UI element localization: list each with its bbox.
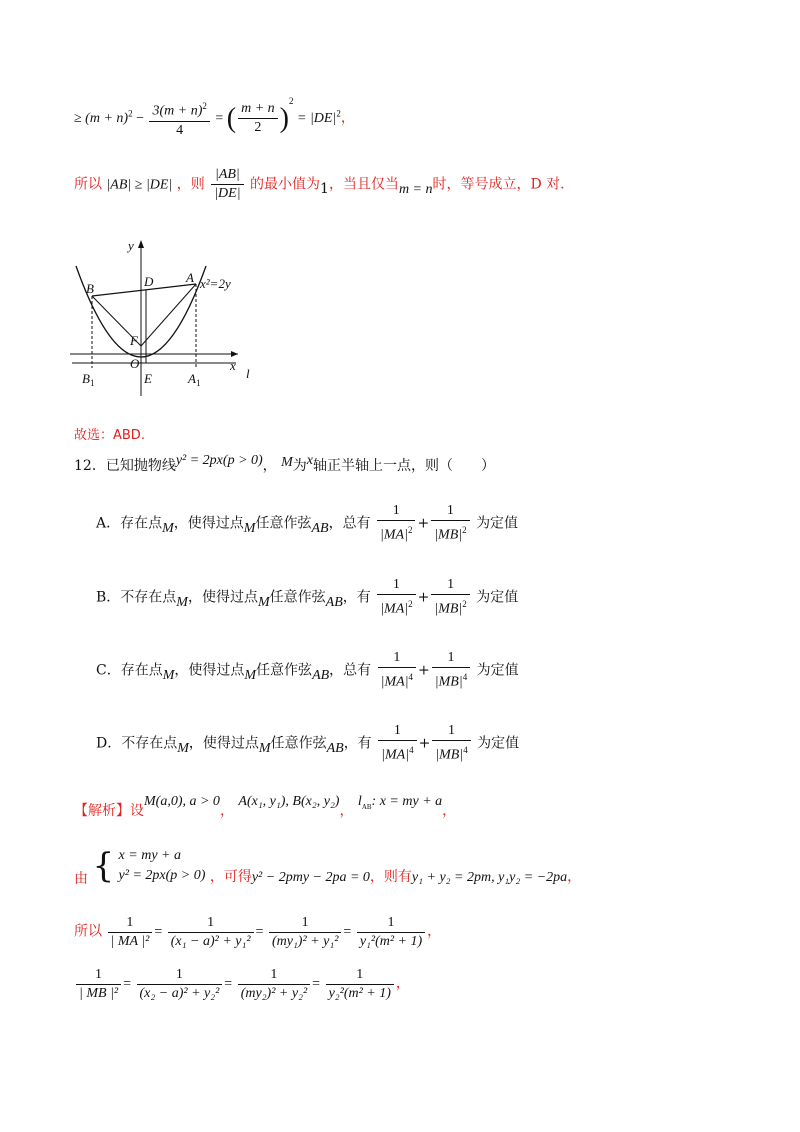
derivation-line-1: ≥ $(m + n)^2$ − $\frac{3(m + n)^2}{4}$ = ( $\frac{m + n}{2}$ )$^2 = |DE|^2$，: [74, 96, 355, 139]
system-line: 由 { x = my + a y² = 2px(p > 0) ，可得y² − 2pmy − 2pa = 0，则有y₁ + y₂ = 2pm, y₁y₂ = −2pa，: [74, 846, 582, 887]
segment-af: [141, 284, 196, 346]
fraction-1-over-mb: $\frac{1}{|MB|^2}$: [431, 576, 469, 619]
de-squared: = |DE|: [297, 111, 337, 126]
label-o: O: [130, 356, 140, 371]
label-parabola-eq: x²=2y: [200, 276, 231, 291]
answer-line: 故选：ABD.: [74, 428, 145, 443]
analysis-line: 【解析】设M(a,0), a > 0， A(x₁, y₁), B(x₂, y₂)， $l_{AB}$: x = my + a，: [74, 794, 457, 819]
fraction-1-over-ma: $\frac{1}{|MA|^4}$: [378, 649, 416, 692]
fraction-1-over-mb: $\frac{1}{|MB|^2}$: [431, 502, 469, 545]
quadratic-result: y² − 2pmy − 2pa = 0: [251, 870, 370, 885]
so-text: 所以: [74, 176, 102, 193]
option-c[interactable]: C．存在点M，使得过点M任意作弦AB，总有 $\frac{1}{|MA|^4}$ + $\frac{1}{|MB|^4}$ 为定值: [96, 650, 519, 690]
calc-ma-line: 所以 $\frac{1}{\text{| MA |²}}$ = $\frac{1}{\text{(x₁ − a)² + y₁²}}$ = $\frac{1}{\text{(my₁)² + y₁²}}$ = $\frac{1}{\text{y₁²(m² + 1)}}$ ，: [74, 915, 442, 949]
label-a1: $A_1$: [188, 371, 201, 388]
question-number: 12．已知抛物线: [74, 458, 176, 474]
y-axis-arrow: [138, 240, 144, 248]
label-x: x: [230, 358, 236, 373]
parabola-equation: y² = 2px(p > 0): [175, 453, 263, 468]
fraction-1-over-ma: $\frac{1}{|MA|^2}$: [377, 502, 415, 545]
points-ab-def: A(x₁, y₁), B(x₂, y₂): [238, 794, 340, 809]
x-axis-arrow: [231, 351, 238, 357]
fraction-3mn-over-4: $\frac{3(m + n)^2}{4}$: [149, 97, 209, 140]
question-12: 12．已知抛物线y² = 2px(p > 0)， M为x轴正半轴上一点，则（ ）: [74, 453, 496, 474]
point-m: M: [281, 455, 293, 470]
label-y: y: [128, 238, 134, 253]
vieta-formulas: y₁ + y₂ = 2pm, y₁y₂ = −2pa: [411, 870, 568, 885]
analysis-tag: 【解析】设: [74, 803, 144, 819]
label-b1: $B_1$: [82, 371, 95, 388]
question-rest: 轴正半轴上一点，则（ ）: [313, 458, 496, 474]
fraction-1-over-mb: $\frac{1}{|MB|^4}$: [432, 722, 470, 765]
label-a: A: [186, 270, 194, 285]
label-d: D: [144, 274, 154, 289]
ab-ge-de: |AB| ≥ |DE|: [106, 177, 173, 193]
min-value-text: 的最小值为: [250, 176, 321, 193]
label-b: B: [86, 281, 94, 296]
fraction-1-over-ma: $\frac{1}{|MA|^2}$: [377, 576, 415, 619]
label-e: E: [144, 371, 152, 386]
label-f: F: [130, 333, 138, 348]
x-symbol: x: [306, 453, 314, 468]
value-one: 1: [320, 180, 329, 197]
m-equals-n: m = n: [398, 181, 433, 197]
point-m-def: M(a,0), a > 0: [144, 794, 220, 809]
option-d[interactable]: D．不存在点M，使得过点M任意作弦AB，有 $\frac{1}{|MA|^4}$ + $\frac{1}{|MB|^4}$ 为定值: [96, 723, 520, 763]
option-a[interactable]: A．存在点M，使得过点M任意作弦AB，总有 $\frac{1}{|MA|^2}$ + $\frac{1}{|MB|^2}$ 为定值: [96, 503, 519, 543]
fraction-1-over-mb: $\frac{1}{|MB|^4}$: [432, 649, 470, 692]
fraction-1-over-ma: $\frac{1}{|MA|^4}$: [378, 722, 416, 765]
equation-system: { x = my + a y² = 2px(p > 0): [92, 846, 206, 886]
option-b[interactable]: B．不存在点M，使得过点M任意作弦AB，有 $\frac{1}{|MA|^2}$ + $\frac{1}{|MB|^2}$ 为定值: [96, 577, 519, 617]
then-text: ，则: [176, 176, 205, 193]
parabola-figure: [68, 238, 268, 398]
line-ab-def: $l_{AB}$: x = my + a: [357, 794, 443, 811]
conclusion-line: [74, 166, 565, 203]
condition-text: ，当且仅当: [328, 176, 399, 193]
fraction-ab-over-de: $\frac{|AB|}{|DE|}$: [211, 166, 243, 203]
ineq-part: ≥ (m + n): [74, 111, 129, 126]
label-l: l: [246, 366, 250, 381]
equals-sign: =: [215, 111, 224, 126]
minus-sign: −: [136, 111, 144, 126]
fraction-mn-over-2: $\frac{m + n}{2}$: [238, 100, 278, 137]
calc-mb-line: $\frac{1}{\text{| MB |²}}$ = $\frac{1}{\text{(x₂ − a)² + y₂²}}$ = $\frac{1}{\text{(my₂)² + y₂²}}$ = $\frac{1}{\text{y₂²(m² + 1)}}$ ，: [74, 966, 410, 1003]
conclusion-text: 时，等号成立，D 对.: [432, 176, 565, 193]
